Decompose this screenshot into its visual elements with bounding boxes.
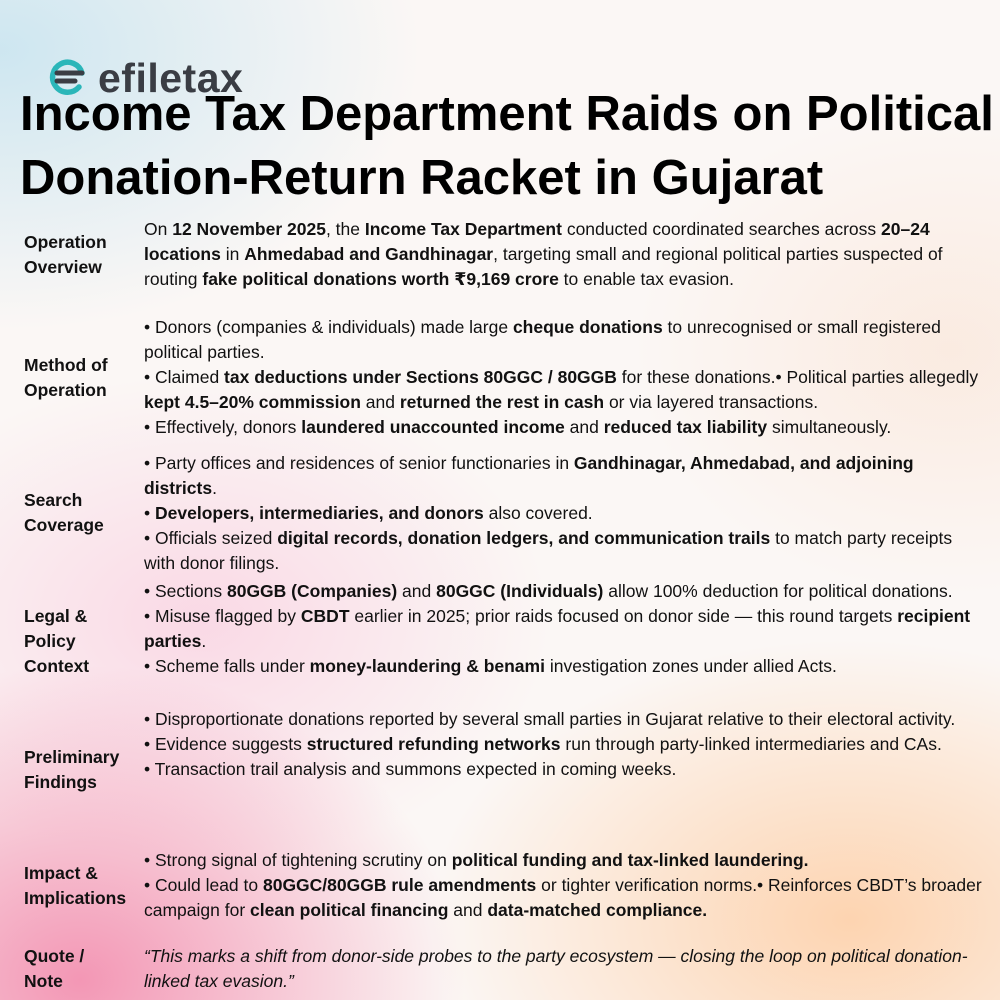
section-label-line: Operation bbox=[24, 380, 107, 400]
quote-text bbox=[144, 944, 986, 994]
section-label-line: Impact & bbox=[24, 863, 98, 883]
text-run: and bbox=[397, 581, 437, 601]
text-run: • Strong signal of tightening scrutiny on bbox=[144, 850, 452, 870]
text-run: conducted coordinated searches across bbox=[561, 219, 882, 239]
bold-text: Developers, intermediaries, and donors bbox=[155, 503, 484, 523]
text-run: • Officials seized bbox=[144, 528, 278, 548]
text-run: “This marks a shift from donor-side probes to the party ecosystem — closing the loop on political donation-linked tax evasion.” bbox=[144, 946, 968, 991]
section-search-coverage bbox=[0, 451, 1000, 576]
section-paragraph bbox=[144, 315, 986, 365]
text-run: • Claimed bbox=[144, 367, 225, 387]
bold-text: Ahmedabad and Gandhinagar bbox=[244, 244, 494, 264]
bold-text: 12 November 2025 bbox=[172, 219, 326, 239]
section-preliminary-findings bbox=[0, 707, 1000, 835]
section-label-line: Preliminary bbox=[24, 747, 120, 767]
bold-text: kept 4.5–20% commission bbox=[144, 392, 361, 412]
section-label bbox=[24, 861, 136, 911]
text-run: and bbox=[360, 392, 400, 412]
bold-text: 80GGB (Companies) bbox=[226, 581, 398, 601]
text-run: to enable tax evasion. bbox=[558, 269, 734, 289]
bold-text: data-matched compliance. bbox=[487, 900, 708, 920]
section-paragraph bbox=[144, 732, 986, 757]
bold-text: cheque donations bbox=[512, 317, 663, 337]
section-paragraph bbox=[144, 757, 986, 782]
text-run: run through party-linked intermediaries and CAs. bbox=[560, 734, 942, 754]
section-label-line: Findings bbox=[24, 772, 97, 792]
text-run: • bbox=[144, 503, 155, 523]
text-run: and bbox=[564, 417, 604, 437]
bold-text: Gandhinagar, Ahmedabad, and adjoining districts bbox=[144, 453, 914, 498]
bold-text: CBDT bbox=[300, 606, 350, 626]
section-label-line: Implications bbox=[24, 888, 127, 908]
text-run: , the bbox=[325, 219, 365, 239]
text-run: in bbox=[220, 244, 245, 264]
section-content bbox=[144, 217, 986, 292]
text-run: investigation zones under allied Acts. bbox=[544, 656, 837, 676]
section-paragraph bbox=[144, 579, 986, 604]
text-run: • Evidence suggests bbox=[144, 734, 307, 754]
bold-text: tax deductions under Sections 80GGC / 80GGB bbox=[224, 367, 617, 387]
bold-text: money-laundering & benami bbox=[309, 656, 545, 676]
text-run: • Scheme falls under bbox=[144, 656, 310, 676]
section-label-line: Policy bbox=[24, 631, 76, 651]
bold-text: 80GGC/80GGB rule amendments bbox=[262, 875, 537, 895]
text-run: • Disproportionate donations reported by several small parties in Gujarat relative to their electoral activity. bbox=[144, 709, 956, 729]
text-run: • Could lead to bbox=[144, 875, 263, 895]
section-paragraph bbox=[144, 365, 986, 415]
section-label-line: Method of bbox=[24, 355, 108, 375]
section-content bbox=[144, 315, 986, 440]
text-run: • Misuse flagged by bbox=[144, 606, 301, 626]
bold-text: fake political donations worth ₹9,169 crore bbox=[202, 269, 559, 289]
section-paragraph bbox=[144, 848, 986, 873]
text-run: or via layered transactions. bbox=[604, 392, 819, 412]
brand-name: efiletax bbox=[98, 54, 244, 101]
bold-text: returned the rest in cash bbox=[399, 392, 605, 412]
section-legal-policy-context bbox=[0, 579, 1000, 707]
text-run: to unrecognised or small registered political parties. bbox=[144, 317, 941, 362]
section-quote-note bbox=[0, 944, 1000, 1000]
text-run: allow 100% deduction for political donations. bbox=[603, 581, 953, 601]
section-label-line: Context bbox=[24, 656, 90, 676]
bold-text: clean political financing bbox=[250, 900, 449, 920]
section-label-line: Legal & bbox=[24, 606, 88, 626]
section-label bbox=[24, 488, 136, 538]
section-content bbox=[144, 944, 986, 994]
text-run: • Transaction trail analysis and summons expected in coming weeks. bbox=[144, 759, 677, 779]
section-paragraph bbox=[144, 654, 986, 679]
section-label bbox=[24, 604, 136, 679]
section-label-line: Overview bbox=[24, 257, 102, 277]
section-paragraph bbox=[144, 707, 986, 732]
section-label-line: Search bbox=[24, 490, 83, 510]
text-run: simultaneously. bbox=[767, 417, 892, 437]
text-run: , targeting small and regional political parties suspected of routing bbox=[144, 244, 943, 289]
text-run: • Party offices and residences of senior functionaries in bbox=[144, 453, 574, 473]
section-label-line: Operation bbox=[24, 232, 107, 252]
section-label bbox=[24, 230, 136, 280]
bold-text: structured refunding networks bbox=[306, 734, 561, 754]
title-line-2: Donation-Return Racket in Gujarat bbox=[20, 151, 824, 205]
section-paragraph bbox=[144, 873, 986, 923]
section-content bbox=[144, 579, 986, 679]
section-paragraph bbox=[144, 217, 986, 292]
text-run: to match party receipts with donor filings. bbox=[144, 528, 953, 573]
bold-text: digital records, donation ledgers, and communication trails bbox=[277, 528, 771, 548]
bold-text: 80GGC (Individuals) bbox=[436, 581, 604, 601]
text-run: and bbox=[448, 900, 488, 920]
section-content bbox=[144, 451, 986, 576]
text-run: • Donors (companies & individuals) made large bbox=[144, 317, 513, 337]
section-content bbox=[144, 848, 986, 923]
title-line-1: Income Tax Department Raids on Political bbox=[20, 87, 994, 141]
text-run: or tighter verification norms.• Reinforces CBDT’s broader campaign for bbox=[144, 875, 982, 920]
bold-text: laundered unaccounted income bbox=[301, 417, 565, 437]
section-method-of-operation bbox=[0, 315, 1000, 445]
bold-text: reduced tax liability bbox=[603, 417, 768, 437]
section-content bbox=[144, 707, 986, 782]
text-run: On bbox=[144, 219, 173, 239]
bold-text: recipient parties bbox=[144, 606, 971, 651]
section-paragraph bbox=[144, 526, 986, 576]
section-label-line: Quote / bbox=[24, 946, 85, 966]
section-label bbox=[24, 944, 136, 994]
section-paragraph bbox=[144, 451, 986, 501]
section-label-line: Coverage bbox=[24, 515, 104, 535]
bold-text: 20–24 locations bbox=[144, 219, 930, 264]
section-label-line: Note bbox=[24, 971, 63, 991]
section-label bbox=[24, 353, 136, 403]
section-impact-implications bbox=[0, 848, 1000, 928]
section-paragraph bbox=[144, 415, 986, 440]
text-run: also covered. bbox=[483, 503, 593, 523]
bold-text: political funding and tax-linked laundering. bbox=[451, 850, 809, 870]
text-run: • Effectively, donors bbox=[144, 417, 302, 437]
text-run: for these donations.• Political parties allegedly bbox=[616, 367, 979, 387]
text-run: . bbox=[212, 478, 217, 498]
bold-text: Income Tax Department bbox=[364, 219, 562, 239]
section-operation-overview bbox=[0, 217, 1000, 297]
text-run: • Sections bbox=[144, 581, 227, 601]
section-paragraph bbox=[144, 604, 986, 654]
page-title bbox=[20, 82, 995, 210]
text-run: earlier in 2025; prior raids focused on donor side — this round targets bbox=[349, 606, 898, 626]
section-paragraph bbox=[144, 501, 986, 526]
section-label bbox=[24, 745, 136, 795]
text-run: . bbox=[201, 631, 207, 651]
